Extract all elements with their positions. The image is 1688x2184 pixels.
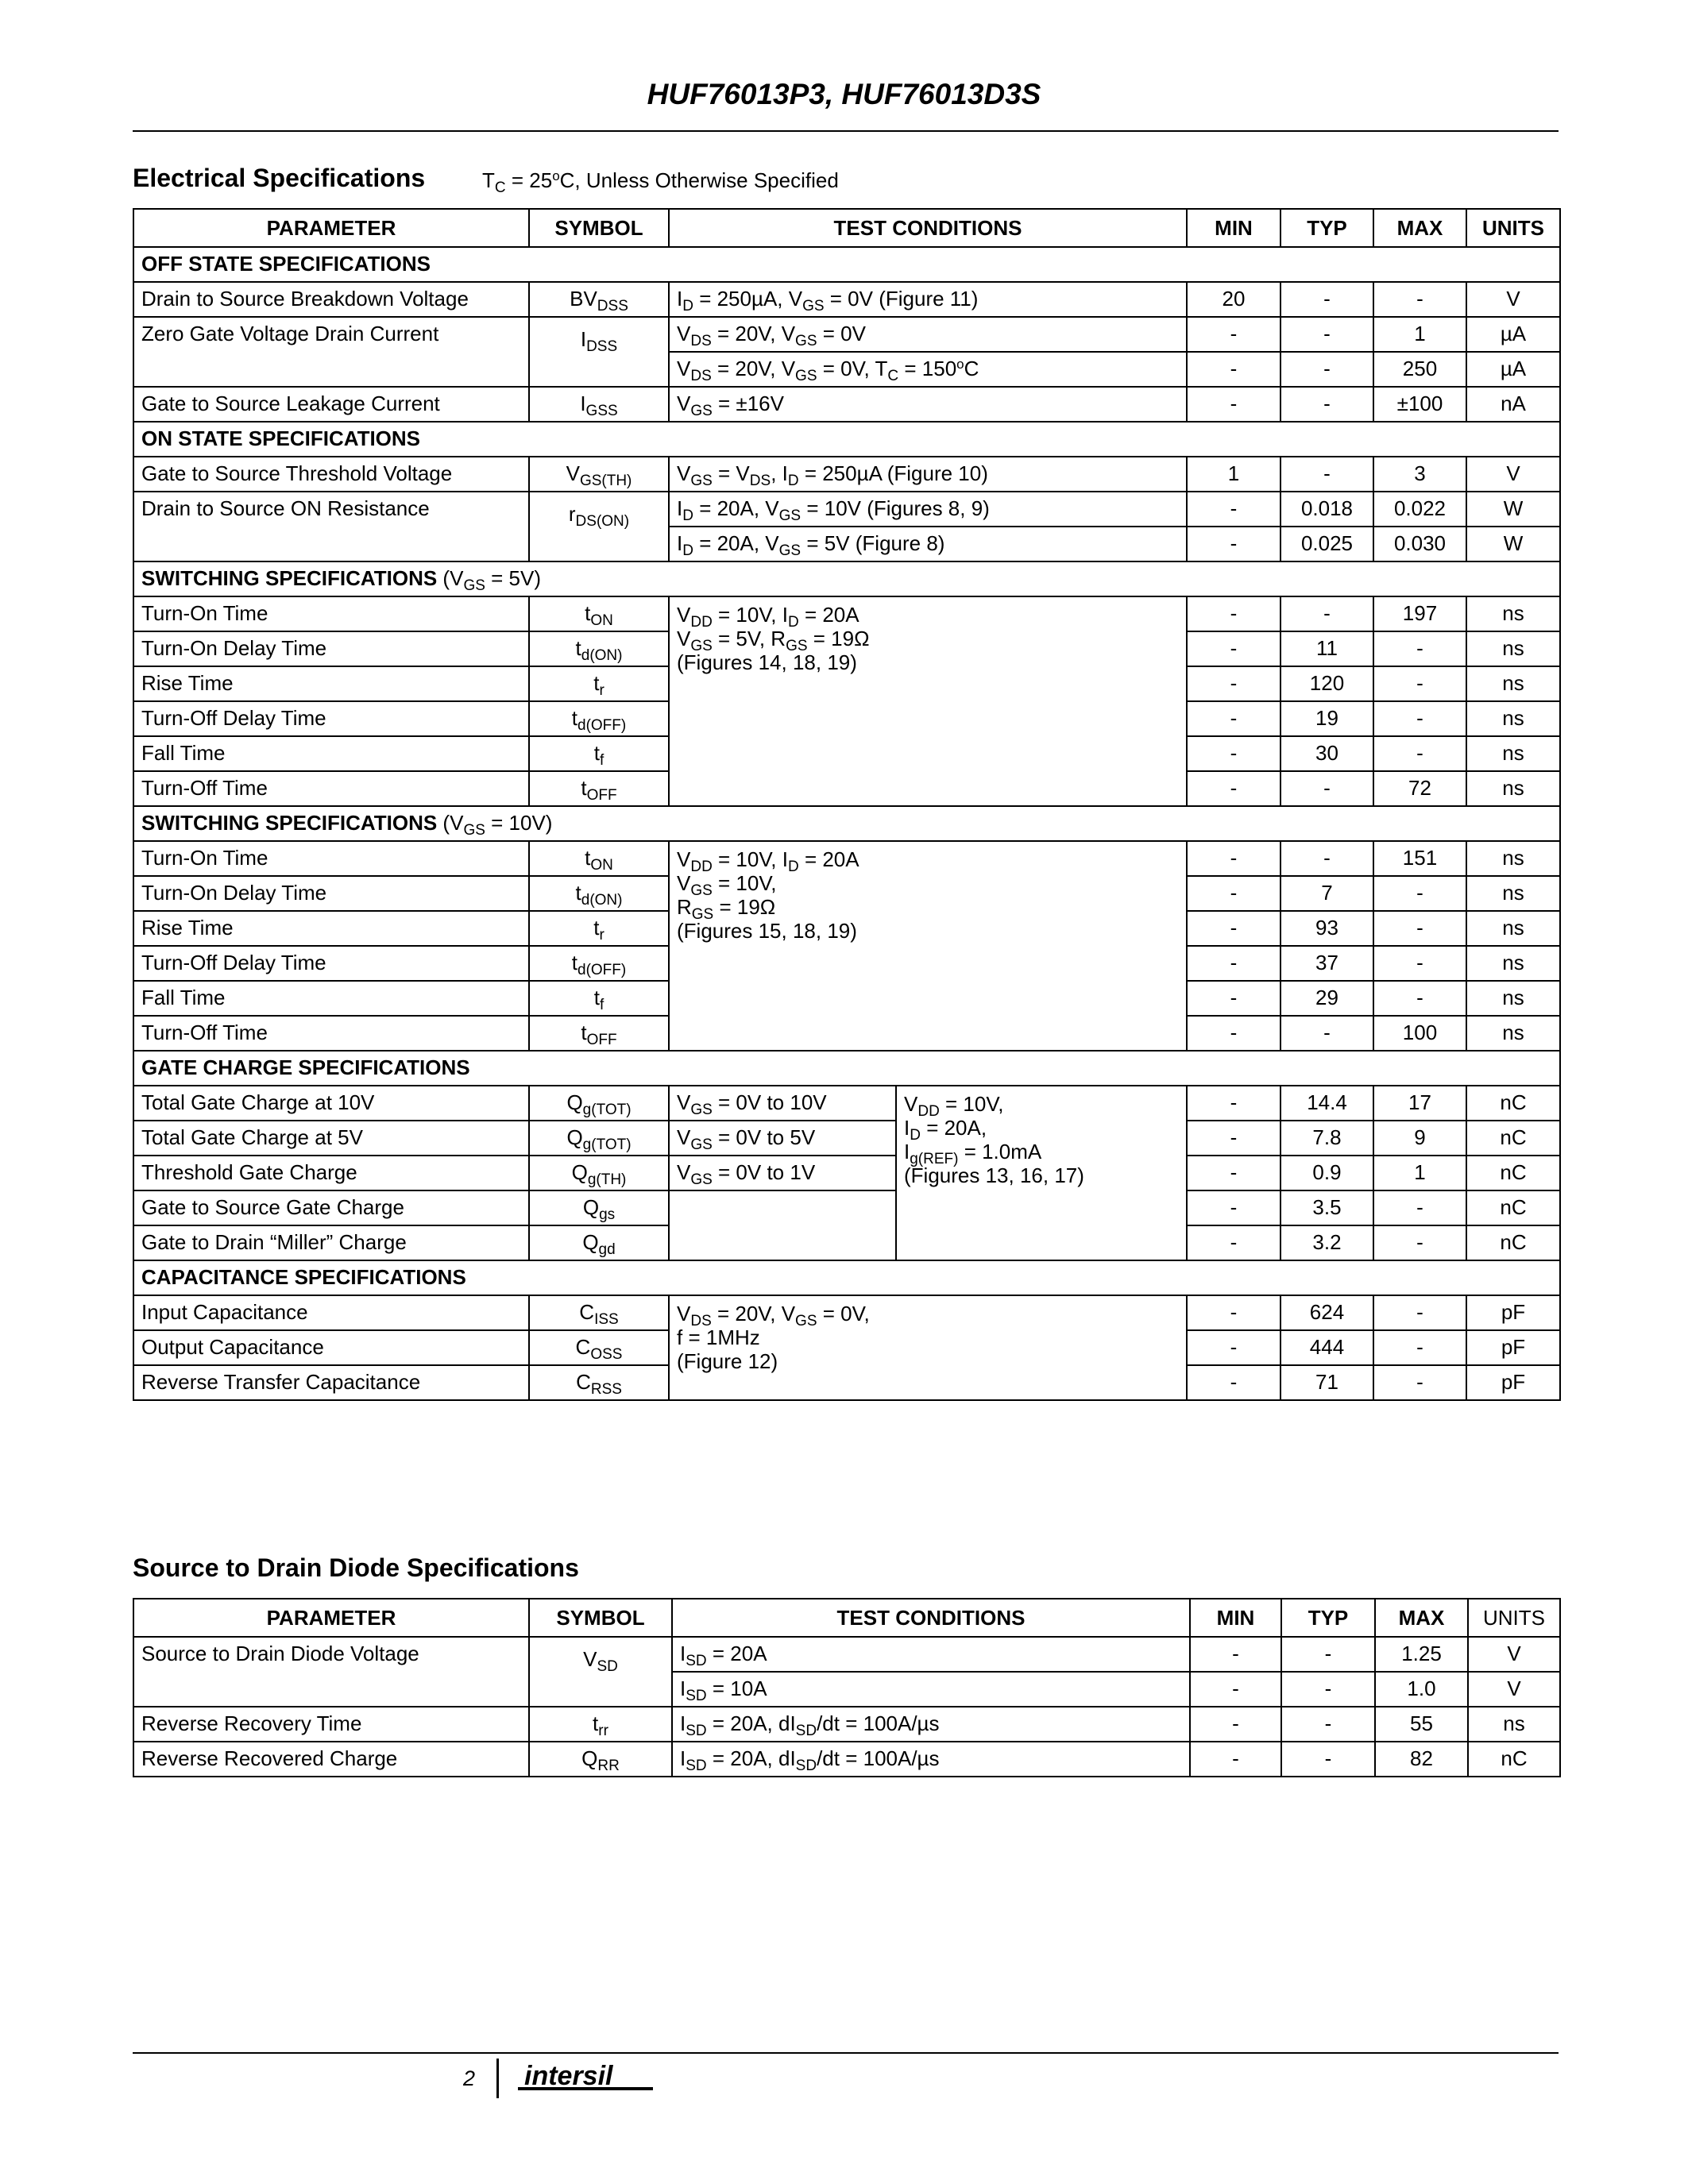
- max-cell: 0.022: [1373, 492, 1466, 527]
- max-cell: 72: [1373, 771, 1466, 806]
- min-cell: -: [1187, 387, 1280, 422]
- typ-cell: 0.9: [1280, 1156, 1373, 1190]
- condition-cell: $V_{GS} = 0V$ to 5V: [669, 1121, 896, 1156]
- max-cell: -: [1373, 1295, 1466, 1330]
- col-header-min: MIN: [1190, 1599, 1281, 1637]
- min-cell: -: [1190, 1742, 1281, 1777]
- diode-specs-heading: Source to Drain Diode Specifications: [133, 1553, 579, 1582]
- table-row: [133, 1156, 1560, 1190]
- condition-cell: $V_{DS} = 20V$, $V_{GS} = 0V$, $T_C = 150^oC$: [669, 352, 1187, 387]
- max-cell: -: [1373, 1190, 1466, 1225]
- units-cell: µA: [1466, 317, 1560, 352]
- units-cell: V: [1466, 457, 1560, 492]
- max-cell: 1: [1373, 1156, 1466, 1190]
- electrical-specs-condition: $T_C = 25^oC$, Unless Otherwise Specified: [482, 168, 839, 196]
- symbol-cell: $t_r$: [529, 911, 669, 946]
- typ-cell: 30: [1280, 736, 1373, 771]
- symbol-cell: $t_r$: [529, 666, 669, 701]
- param-cell: Reverse Recovered Charge: [133, 1742, 529, 1777]
- table-row: [133, 1190, 1560, 1225]
- min-cell: -: [1187, 1086, 1280, 1121]
- table-row: [133, 282, 1560, 317]
- units-cell: ns: [1466, 666, 1560, 701]
- min-cell: -: [1190, 1637, 1281, 1672]
- min-cell: -: [1187, 666, 1280, 701]
- typ-cell: -: [1280, 1016, 1373, 1051]
- typ-cell: -: [1280, 387, 1373, 422]
- param-cell: Turn-On Delay Time: [133, 631, 529, 666]
- document-title: HUF76013P3, HUF76013D3S: [647, 78, 1041, 110]
- typ-cell: 0.025: [1280, 527, 1373, 561]
- min-cell: -: [1190, 1707, 1281, 1742]
- max-cell: 197: [1373, 596, 1466, 631]
- min-cell: -: [1187, 981, 1280, 1016]
- min-cell: -: [1187, 492, 1280, 527]
- max-cell: 100: [1373, 1016, 1466, 1051]
- col-header-typ: TYP: [1281, 1599, 1375, 1637]
- param-cell: Turn-Off Time: [133, 1016, 529, 1051]
- symbol-cell: $Q_{g(TOT)}$: [529, 1121, 669, 1156]
- max-cell: -: [1373, 946, 1466, 981]
- symbol-cell: $Q_{RR}$: [529, 1742, 672, 1777]
- typ-cell: 7: [1280, 876, 1373, 911]
- param-cell: Turn-Off Delay Time: [133, 946, 529, 981]
- table-row: [133, 1121, 1560, 1156]
- typ-cell: -: [1280, 317, 1373, 352]
- table-row: [133, 1295, 1560, 1330]
- max-cell: -: [1373, 1225, 1466, 1260]
- condition-cell: $I_D = 20A$, $V_{GS} = 10V$ (Figures 8, 9): [669, 492, 1187, 527]
- col-header-max: MAX: [1375, 1599, 1468, 1637]
- col-header-parameter: PARAMETER: [133, 1599, 529, 1637]
- units-cell: ns: [1466, 841, 1560, 876]
- table-row: [133, 1742, 1560, 1777]
- min-cell: 1: [1187, 457, 1280, 492]
- symbol-cell: $Q_{g(TH)}$: [529, 1156, 669, 1190]
- min-cell: -: [1187, 1016, 1280, 1051]
- typ-cell: 624: [1280, 1295, 1373, 1330]
- diode-specs-table: [133, 1598, 1561, 1777]
- table-row: [133, 596, 1560, 631]
- table-row: [133, 841, 1560, 876]
- typ-cell: -: [1281, 1707, 1375, 1742]
- symbol-cell: $I_{GSS}$: [529, 387, 669, 422]
- section-capacitance: CAPACITANCE SPECIFICATIONS: [133, 1260, 1560, 1295]
- typ-cell: 71: [1280, 1365, 1373, 1400]
- condition-cell: $V_{GS} = 0V$ to 10V: [669, 1086, 896, 1121]
- symbol-cell: $t_{rr}$: [529, 1707, 672, 1742]
- param-cell: Turn-Off Time: [133, 771, 529, 806]
- max-cell: ±100: [1373, 387, 1466, 422]
- table-row: [133, 1086, 1560, 1121]
- condition-cell: $V_{GS} = \pm 16V$: [669, 387, 1187, 422]
- col-header-symbol: SYMBOL: [529, 1599, 672, 1637]
- header-rule: [133, 130, 1559, 132]
- electrical-specs-table: [133, 208, 1561, 1401]
- col-header-units: UNITS: [1466, 209, 1560, 247]
- symbol-cell: $C_{ISS}$: [529, 1295, 669, 1330]
- table-row: [133, 317, 1560, 352]
- section-switching-10v: SWITCHING SPECIFICATIONS $(V_{GS} = 10V)$: [133, 806, 1560, 841]
- param-cell: Gate to Source Gate Charge: [133, 1190, 529, 1225]
- table-header-row: [133, 1599, 1560, 1637]
- min-cell: -: [1187, 1156, 1280, 1190]
- condition-cell: $I_{SD} = 20A$: [672, 1637, 1190, 1672]
- min-cell: -: [1190, 1672, 1281, 1707]
- units-cell: W: [1466, 527, 1560, 561]
- param-cell: Rise Time: [133, 666, 529, 701]
- param-cell: Turn-On Time: [133, 841, 529, 876]
- max-cell: 1.25: [1375, 1637, 1468, 1672]
- symbol-cell: $Q_{gd}$: [529, 1225, 669, 1260]
- footer-rule: [133, 2052, 1559, 2054]
- max-cell: -: [1373, 666, 1466, 701]
- condition-cell: $I_{SD} = 20A$, $dI_{SD}/dt = 100A/\mu s$: [672, 1707, 1190, 1742]
- symbol-cell: $t_f$: [529, 736, 669, 771]
- section-on-state: ON STATE SPECIFICATIONS: [133, 422, 1560, 457]
- units-cell: pF: [1466, 1365, 1560, 1400]
- col-header-typ: TYP: [1280, 209, 1373, 247]
- table-row: [133, 1707, 1560, 1742]
- max-cell: 3: [1373, 457, 1466, 492]
- param-cell: Reverse Transfer Capacitance: [133, 1365, 529, 1400]
- max-cell: 1.0: [1375, 1672, 1468, 1707]
- condition-cell-capacitance: $V_{DS} = 20V$, $V_{GS} = 0V$, f = 1MHz (Figure 12): [669, 1295, 1187, 1400]
- max-cell: 17: [1373, 1086, 1466, 1121]
- units-cell: nC: [1466, 1225, 1560, 1260]
- param-cell: Total Gate Charge at 10V: [133, 1086, 529, 1121]
- col-header-test-conditions: TEST CONDITIONS: [669, 209, 1187, 247]
- min-cell: -: [1187, 841, 1280, 876]
- condition-cell: $V_{GS} = V_{DS}$, $I_D = 250\mu A$ (Figure 10): [669, 457, 1187, 492]
- units-cell: ns: [1466, 771, 1560, 806]
- units-cell: ns: [1466, 981, 1560, 1016]
- typ-cell: 29: [1280, 981, 1373, 1016]
- min-cell: -: [1187, 631, 1280, 666]
- typ-cell: 14.4: [1280, 1086, 1373, 1121]
- symbol-cell: $t_{d(ON)}$: [529, 876, 669, 911]
- units-cell: ns: [1466, 701, 1560, 736]
- min-cell: -: [1187, 911, 1280, 946]
- typ-cell: 0.018: [1280, 492, 1373, 527]
- condition-cell-gate-charge: $V_{DD} = 10V$, $I_D = 20A$, $I_{g(REF)} = 1.0mA$ (Figures 13, 16, 17): [896, 1086, 1187, 1260]
- max-cell: -: [1373, 736, 1466, 771]
- intersil-logo: [516, 2063, 659, 2098]
- param-cell: Fall Time: [133, 736, 529, 771]
- min-cell: -: [1187, 701, 1280, 736]
- table-row: [133, 387, 1560, 422]
- section-off-state: OFF STATE SPECIFICATIONS: [133, 247, 1560, 282]
- param-cell: Threshold Gate Charge: [133, 1156, 529, 1190]
- typ-cell: 3.2: [1280, 1225, 1373, 1260]
- col-header-units: UNITS: [1468, 1599, 1560, 1637]
- units-cell: V: [1468, 1637, 1560, 1672]
- min-cell: -: [1187, 1121, 1280, 1156]
- min-cell: -: [1187, 771, 1280, 806]
- typ-cell: -: [1280, 457, 1373, 492]
- typ-cell: 444: [1280, 1330, 1373, 1365]
- symbol-cell: $C_{RSS}$: [529, 1365, 669, 1400]
- param-cell: Turn-Off Delay Time: [133, 701, 529, 736]
- typ-cell: -: [1280, 596, 1373, 631]
- units-cell: ns: [1466, 1016, 1560, 1051]
- units-cell: ns: [1466, 876, 1560, 911]
- min-cell: -: [1187, 876, 1280, 911]
- condition-cell: $I_{SD} = 20A$, $dI_{SD}/dt = 100A/\mu s$: [672, 1742, 1190, 1777]
- symbol-cell: $t_{OFF}$: [529, 1016, 669, 1051]
- symbol-cell: $t_{d(OFF)}$: [529, 701, 669, 736]
- condition-cell-switching-10v: $V_{DD} = 10V$, $I_D = 20A$ $V_{GS} = 10V$, $R_{GS} = 19\Omega$ (Figures 15, 18, 19): [669, 841, 1187, 1051]
- param-cell: Rise Time: [133, 911, 529, 946]
- condition-cell-empty: [669, 1190, 896, 1260]
- param-cell: Gate to Source Threshold Voltage: [133, 457, 529, 492]
- col-header-parameter: PARAMETER: [133, 209, 529, 247]
- max-cell: 82: [1375, 1742, 1468, 1777]
- table-row: [133, 1637, 1560, 1672]
- min-cell: -: [1187, 596, 1280, 631]
- units-cell: ns: [1466, 631, 1560, 666]
- units-cell: nC: [1466, 1190, 1560, 1225]
- units-cell: ns: [1466, 946, 1560, 981]
- min-cell: -: [1187, 946, 1280, 981]
- condition-cell: $V_{GS} = 0V$ to 1V: [669, 1156, 896, 1190]
- param-cell: Zero Gate Voltage Drain Current: [133, 317, 529, 387]
- symbol-cell: $t_{ON}$: [529, 841, 669, 876]
- section-gate-charge: GATE CHARGE SPECIFICATIONS: [133, 1051, 1560, 1086]
- page-number: 2: [463, 2066, 476, 2090]
- param-cell: Reverse Recovery Time: [133, 1707, 529, 1742]
- units-cell: W: [1466, 492, 1560, 527]
- min-cell: -: [1187, 1365, 1280, 1400]
- col-header-test-conditions: TEST CONDITIONS: [672, 1599, 1190, 1637]
- param-cell: Fall Time: [133, 981, 529, 1016]
- symbol-cell: $t_f$: [529, 981, 669, 1016]
- typ-cell: -: [1280, 352, 1373, 387]
- units-cell: ns: [1466, 911, 1560, 946]
- units-cell: ns: [1468, 1707, 1560, 1742]
- units-cell: µA: [1466, 352, 1560, 387]
- units-cell: V: [1468, 1672, 1560, 1707]
- param-cell: Gate to Drain “Miller” Charge: [133, 1225, 529, 1260]
- units-cell: nC: [1466, 1156, 1560, 1190]
- max-cell: -: [1373, 631, 1466, 666]
- min-cell: -: [1187, 317, 1280, 352]
- condition-cell: $I_{SD} = 10A$: [672, 1672, 1190, 1707]
- min-cell: -: [1187, 736, 1280, 771]
- symbol-cell: $Q_{g(TOT)}$: [529, 1086, 669, 1121]
- param-cell: Output Capacitance: [133, 1330, 529, 1365]
- min-cell: 20: [1187, 282, 1280, 317]
- max-cell: -: [1373, 282, 1466, 317]
- max-cell: -: [1373, 1330, 1466, 1365]
- symbol-cell: $V_{SD}$: [529, 1637, 672, 1707]
- symbol-cell: $t_{OFF}$: [529, 771, 669, 806]
- condition-cell-switching-5v: $V_{DD} = 10V$, $I_D = 20A$ $V_{GS} = 5V$, $R_{GS} = 19\Omega$ (Figures 14, 18, 19): [669, 596, 1187, 806]
- units-cell: nC: [1466, 1121, 1560, 1156]
- param-cell: Turn-On Delay Time: [133, 876, 529, 911]
- units-cell: V: [1466, 282, 1560, 317]
- units-cell: nC: [1466, 1086, 1560, 1121]
- max-cell: -: [1373, 911, 1466, 946]
- max-cell: -: [1373, 1365, 1466, 1400]
- param-cell: Total Gate Charge at 5V: [133, 1121, 529, 1156]
- max-cell: 9: [1373, 1121, 1466, 1156]
- param-cell: Drain to Source ON Resistance: [133, 492, 529, 561]
- col-header-min: MIN: [1187, 209, 1280, 247]
- min-cell: -: [1187, 1225, 1280, 1260]
- max-cell: 55: [1375, 1707, 1468, 1742]
- symbol-cell: $I_{DSS}$: [529, 317, 669, 387]
- logo-text: intersil: [524, 2063, 613, 2091]
- symbol-cell: $C_{OSS}$: [529, 1330, 669, 1365]
- param-cell: Turn-On Time: [133, 596, 529, 631]
- col-header-symbol: SYMBOL: [529, 209, 669, 247]
- table-row: [133, 457, 1560, 492]
- section-switching-5v: SWITCHING SPECIFICATIONS $(V_{GS} = 5V)$: [133, 561, 1560, 596]
- max-cell: -: [1373, 876, 1466, 911]
- units-cell: ns: [1466, 736, 1560, 771]
- units-cell: pF: [1466, 1295, 1560, 1330]
- min-cell: -: [1187, 352, 1280, 387]
- symbol-cell: $r_{DS(ON)}$: [529, 492, 669, 561]
- min-cell: -: [1187, 527, 1280, 561]
- max-cell: 151: [1373, 841, 1466, 876]
- typ-cell: 19: [1280, 701, 1373, 736]
- condition-cell: $V_{DS} = 20V$, $V_{GS} = 0V$: [669, 317, 1187, 352]
- symbol-cell: $V_{GS(TH)}$: [529, 457, 669, 492]
- typ-cell: 7.8: [1280, 1121, 1373, 1156]
- typ-cell: 3.5: [1280, 1190, 1373, 1225]
- min-cell: -: [1187, 1330, 1280, 1365]
- typ-cell: -: [1280, 282, 1373, 317]
- typ-cell: -: [1280, 771, 1373, 806]
- symbol-cell: $t_{d(ON)}$: [529, 631, 669, 666]
- units-cell: pF: [1466, 1330, 1560, 1365]
- typ-cell: 37: [1280, 946, 1373, 981]
- table-header-row: [133, 209, 1560, 247]
- symbol-cell: $Q_{gs}$: [529, 1190, 669, 1225]
- col-header-max: MAX: [1373, 209, 1466, 247]
- max-cell: 1: [1373, 317, 1466, 352]
- condition-cell: $I_D = 20A$, $V_{GS} = 5V$ (Figure 8): [669, 527, 1187, 561]
- condition-cell: $I_D = 250\mu A$, $V_{GS} = 0V$ (Figure 11): [669, 282, 1187, 317]
- symbol-cell: $BV_{DSS}$: [529, 282, 669, 317]
- symbol-cell: $t_{d(OFF)}$: [529, 946, 669, 981]
- typ-cell: -: [1280, 841, 1373, 876]
- units-cell: nA: [1466, 387, 1560, 422]
- max-cell: -: [1373, 701, 1466, 736]
- param-cell: Gate to Source Leakage Current: [133, 387, 529, 422]
- max-cell: 0.030: [1373, 527, 1466, 561]
- max-cell: 250: [1373, 352, 1466, 387]
- typ-cell: 120: [1280, 666, 1373, 701]
- footer-divider: [496, 2059, 499, 2098]
- param-cell: Drain to Source Breakdown Voltage: [133, 282, 529, 317]
- param-cell: Input Capacitance: [133, 1295, 529, 1330]
- units-cell: ns: [1466, 596, 1560, 631]
- typ-cell: 11: [1280, 631, 1373, 666]
- units-cell: nC: [1468, 1742, 1560, 1777]
- param-cell: Source to Drain Diode Voltage: [133, 1637, 529, 1707]
- typ-cell: -: [1281, 1637, 1375, 1672]
- max-cell: -: [1373, 981, 1466, 1016]
- typ-cell: -: [1281, 1672, 1375, 1707]
- min-cell: -: [1187, 1295, 1280, 1330]
- electrical-specs-heading: Electrical Specifications: [133, 164, 426, 192]
- symbol-cell: $t_{ON}$: [529, 596, 669, 631]
- typ-cell: 93: [1280, 911, 1373, 946]
- table-row: [133, 492, 1560, 527]
- min-cell: -: [1187, 1190, 1280, 1225]
- typ-cell: -: [1281, 1742, 1375, 1777]
